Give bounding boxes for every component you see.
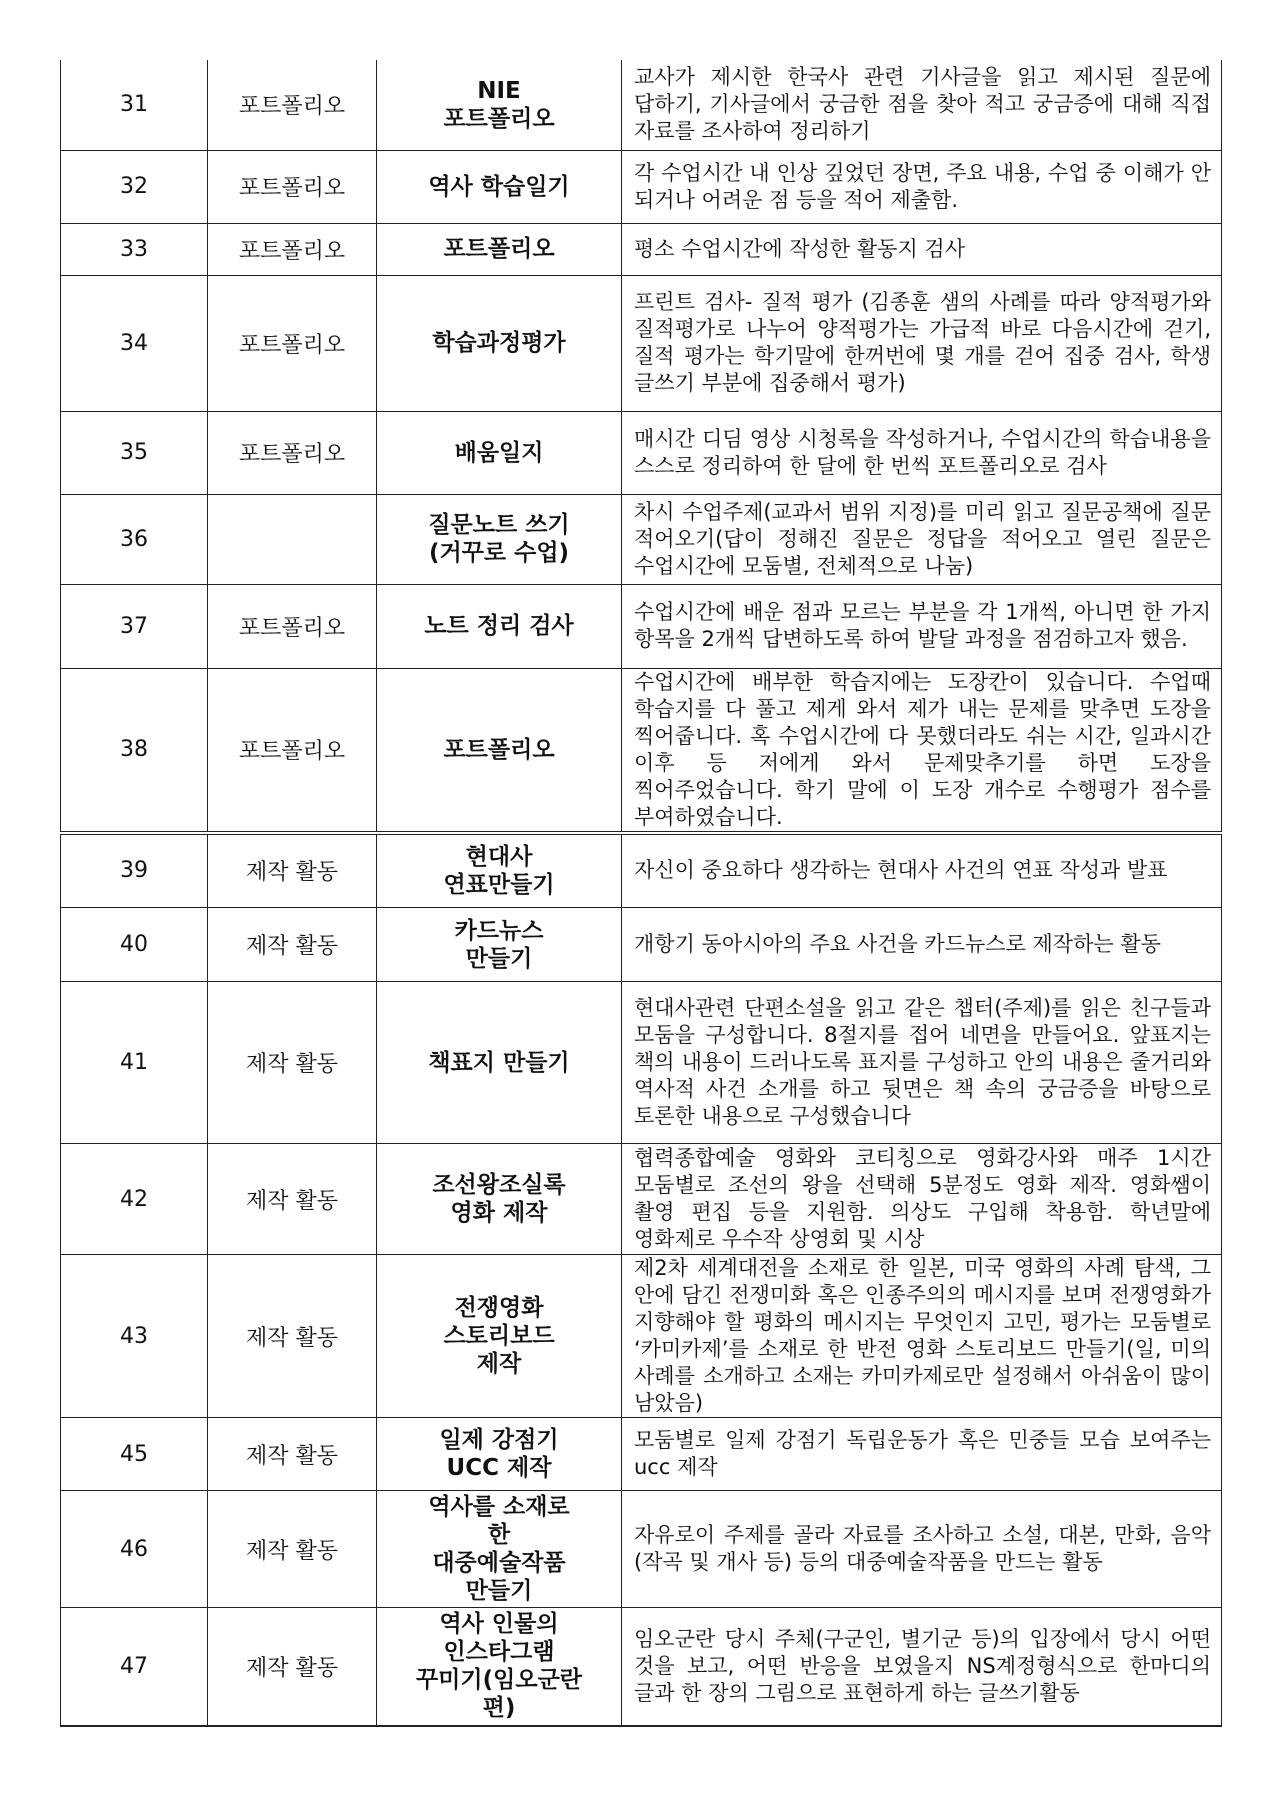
- row-description-cell: [622, 223, 1222, 275]
- row-title-cell: [377, 60, 622, 150]
- row-title: 역사 인물의 인스타그램 꾸미기(임오군란 편): [415, 1611, 583, 1722]
- row-number: 37: [120, 613, 148, 639]
- row-description: 제2차 세계대전을 소재로 한 일본, 미국 영화의 사례 탐색, 그 안에 담긴 전쟁미화 혹은 인종주의의 메시지를 보며 전쟁영화가 지향해야 할 평화의 메시지는 무엇인지 고민, 평가는 모둠별로 ‘카미카제’를 소재로 한 반전 영화 스토리보드 만들기(일, 미의 사례를 소개하고 소재는 카미카제로만 설정해서 아쉬움이 많이 남았음): [634, 1256, 1211, 1415]
- row-category-cell: [208, 982, 377, 1144]
- row-category: 제작 활동: [245, 934, 338, 959]
- table-row: [61, 494, 1222, 584]
- row-description: 차시 수업주제(교과서 범위 지정)를 미리 읽고 질문공책에 질문 적어오기(답이 정해진 질문은 정답을 적어오고 열린 질문은 수업시간에 모둠별, 전체적으로 나눔): [634, 499, 1211, 578]
- table-row: [61, 1255, 1222, 1418]
- table-row: [61, 1491, 1222, 1608]
- row-category-cell: [208, 584, 377, 668]
- row-number-cell: [61, 1608, 208, 1726]
- row-category: 포트폴리오: [238, 238, 346, 264]
- row-description: 모둠별로 일제 강점기 독립운동가 혹은 민중들 모습 보여주는 ucc 제작: [634, 1428, 1211, 1479]
- row-description: 수업시간에 배부한 학습지에는 도장칸이 있습니다. 수업때 학습지를 다 풀고 제게 와서 제가 내는 문제를 맞추면 도장을 찍어줍니다. 혹 수업시간에 다 못했더라도 쉬는 시간, 일과시간 이후 등 저에게 와서 문제맞추기를 하면 도장을 찍어주었습니다. 학기 말에 이 도장 개수로 수행평가 점수를 부여하였습니다.: [634, 669, 1211, 829]
- row-number-cell: [61, 584, 208, 668]
- row-description-cell: [622, 833, 1222, 908]
- row-category: 포트폴리오: [238, 739, 346, 764]
- row-category: 제작 활동: [245, 1325, 338, 1351]
- row-description-cell: [622, 60, 1222, 150]
- row-category: 포트폴리오: [238, 94, 346, 120]
- row-title: 역사를 소재로 한 대중예술작품 만들기: [428, 1494, 570, 1604]
- row-title: 일제 강점기 UCC 제작: [439, 1427, 559, 1481]
- row-number: 46: [120, 1536, 148, 1562]
- table-row: [61, 908, 1222, 982]
- row-category-cell: [208, 1418, 377, 1491]
- row-description-cell: [622, 494, 1222, 584]
- row-description: 자유로이 주제를 골라 자료를 조사하고 소설, 대본, 만화, 음악(작곡 및 개사 등) 등의 대중예술작품을 만드는 활동: [634, 1523, 1211, 1574]
- row-category-cell: [208, 223, 377, 275]
- row-number: 42: [120, 1186, 148, 1212]
- row-title-cell: [377, 833, 622, 908]
- row-number-cell: [61, 668, 208, 833]
- row-category: 포트폴리오: [238, 442, 346, 467]
- row-description: 매시간 디딤 영상 시청록을 작성하거나, 수업시간의 학습내용을 스스로 정리하여 한 달에 한 번씩 포트폴리오로 검사: [634, 426, 1211, 478]
- row-description: 현대사관련 단편소설을 읽고 같은 챕터(주제)를 읽은 친구들과 모둠을 구성합니다. 8절지를 접어 네면을 만들어요. 앞표지는 책의 내용이 드러나도록 표지를 구성하고 안의 내용은 줄거리와 역사적 사건 소개를 하고 뒷면은 책 속의 궁금증을 바탕으로 토론한 내용으로 구성했습니다: [634, 996, 1211, 1128]
- row-description: 자신이 중요하다 생각하는 현대사 사건의 연표 작성과 발표: [634, 858, 1168, 883]
- row-description-cell: [622, 1255, 1222, 1418]
- table-row: [61, 223, 1222, 275]
- row-title-cell: [377, 982, 622, 1144]
- table-row: [61, 982, 1222, 1144]
- row-title-cell: [377, 411, 622, 494]
- row-description: 협력종합예술 영화와 코티칭으로 영화강사와 매주 1시간 모둠별로 조선의 왕을 선택해 5분정도 영화 제작. 영화쌤이 촬영 편집 등을 지원함. 의상도 구입해 착용함. 학년말에 영화제로 우수작 상영회 및 시상: [634, 1146, 1211, 1251]
- row-title: 현대사 연표만들기: [443, 843, 555, 898]
- row-category-cell: [208, 494, 377, 584]
- table-row: [61, 1608, 1222, 1726]
- row-description: 수업시간에 배운 점과 모르는 부분을 각 1개씩, 아니면 한 가지 항목을 2개씩 답변하도록 하여 발달 과정을 점검하고자 했음.: [634, 600, 1211, 651]
- table-row: [61, 60, 1222, 150]
- row-description-cell: [622, 150, 1222, 223]
- row-category: 제작 활동: [245, 860, 338, 886]
- row-number-cell: [61, 833, 208, 908]
- row-number: 31: [120, 92, 148, 118]
- row-number: 40: [120, 932, 148, 957]
- row-description: 임오군란 당시 주체(구군인, 별기군 등)의 입장에서 당시 어떤 것을 보고, 어떤 반응을 보였을지 NS계정형식으로 한마디의 글과 한 장의 그림으로 표현하게 하는 글쓰기활동: [634, 1626, 1211, 1705]
- row-title-cell: [377, 584, 622, 668]
- row-category: 제작 활동: [245, 1052, 338, 1077]
- row-description-cell: [622, 1418, 1222, 1491]
- row-description-cell: [622, 908, 1222, 982]
- row-title: 학습과정평가: [432, 330, 566, 356]
- table-row: [61, 584, 1222, 668]
- row-number: 32: [120, 174, 148, 199]
- row-title: 전쟁영화 스토리보드 제작: [443, 1295, 555, 1377]
- row-title: 노트 정리 검사: [424, 613, 574, 639]
- row-category-cell: [208, 1255, 377, 1418]
- row-number-cell: [61, 1144, 208, 1255]
- row-description-cell: [622, 982, 1222, 1144]
- row-category-cell: [208, 908, 377, 982]
- row-category-cell: [208, 833, 377, 908]
- row-description-cell: [622, 1608, 1222, 1726]
- table-row: [61, 275, 1222, 411]
- activity-table: [60, 60, 1222, 1727]
- row-title-cell: [377, 1491, 622, 1608]
- row-number-cell: [61, 150, 208, 223]
- row-category-cell: [208, 411, 377, 494]
- row-title-cell: [377, 1144, 622, 1255]
- row-category-cell: [208, 1491, 377, 1608]
- row-title: 조선왕조실록 영화 제작: [432, 1172, 566, 1226]
- row-number-cell: [61, 982, 208, 1144]
- row-description-cell: [622, 668, 1222, 833]
- row-category-cell: [208, 668, 377, 833]
- row-number: 33: [120, 236, 148, 262]
- row-title: 책표지 만들기: [428, 1049, 570, 1076]
- table-row: [61, 668, 1222, 833]
- row-title: 카드뉴스 만들기: [454, 917, 544, 972]
- row-description-cell: [622, 1144, 1222, 1255]
- row-number-cell: [61, 223, 208, 275]
- row-number: 39: [120, 858, 148, 884]
- table-row: [61, 1144, 1222, 1255]
- row-description: 교사가 제시한 한국사 관련 기사글을 읽고 제시된 질문에 답하기, 기사글에서 궁금한 점을 찾아 적고 궁금증에 대해 직접 자료를 조사하여 정리하기: [634, 65, 1211, 144]
- row-number: 36: [120, 526, 148, 552]
- row-number: 34: [120, 330, 148, 356]
- row-description: 각 수업시간 내 인상 깊었던 장면, 주요 내용, 수업 중 이해가 안 되거나 어려운 점 등을 적어 제출함.: [634, 160, 1211, 212]
- row-title-cell: [377, 150, 622, 223]
- row-number: 35: [120, 440, 148, 465]
- row-number: 45: [120, 1441, 148, 1467]
- table-row: [61, 1418, 1222, 1491]
- row-title: 질문노트 쓰기 (거꾸로 수업): [428, 512, 570, 566]
- row-category: 포트폴리오: [238, 176, 346, 201]
- table-row: [61, 833, 1222, 908]
- row-title: 배움일지: [454, 439, 544, 466]
- row-category-cell: [208, 60, 377, 150]
- row-number-cell: [61, 908, 208, 982]
- table-row: [61, 411, 1222, 494]
- row-description-cell: [622, 1491, 1222, 1608]
- row-category: 제작 활동: [245, 1188, 338, 1214]
- row-number-cell: [61, 60, 208, 150]
- row-number-cell: [61, 1255, 208, 1418]
- row-number-cell: [61, 494, 208, 584]
- row-title-cell: [377, 908, 622, 982]
- row-title-cell: [377, 223, 622, 275]
- row-title-cell: [377, 1255, 622, 1418]
- row-number: 47: [120, 1653, 148, 1679]
- row-description-cell: [622, 275, 1222, 411]
- row-title-cell: [377, 275, 622, 411]
- row-description: 개항기 동아시아의 주요 사건을 카드뉴스로 제작하는 활동: [634, 932, 1161, 956]
- row-title-cell: [377, 1608, 622, 1726]
- row-number: 41: [120, 1050, 148, 1075]
- row-title-cell: [377, 1418, 622, 1491]
- row-category-cell: [208, 1608, 377, 1726]
- row-title: 역사 학습일기: [428, 173, 570, 200]
- row-category: 포트폴리오: [238, 615, 346, 641]
- row-category: 포트폴리오: [238, 332, 346, 358]
- row-number-cell: [61, 1418, 208, 1491]
- row-number-cell: [61, 1491, 208, 1608]
- row-description-cell: [622, 584, 1222, 668]
- row-number-cell: [61, 411, 208, 494]
- row-category-cell: [208, 1144, 377, 1255]
- row-description: 평소 수업시간에 작성한 활동지 검사: [634, 236, 965, 261]
- row-title: NIE 포트폴리오: [443, 77, 555, 132]
- row-category: 제작 활동: [245, 1443, 338, 1469]
- row-category: 제작 활동: [245, 1655, 338, 1681]
- row-title-cell: [377, 494, 622, 584]
- row-description-cell: [622, 411, 1222, 494]
- table-row: [61, 150, 1222, 223]
- row-title: 포트폴리오: [443, 736, 555, 763]
- row-title: 포트폴리오: [443, 236, 555, 262]
- row-description: 프린트 검사- 질적 평가 (김종훈 샘의 사례를 따라 양적평가와 질적평가로 나누어 양적평가는 가급적 바로 다음시간에 걷기, 질적 평가는 학기말에 한꺼번에 몇 개를 걷어 집중 검사, 학생 글쓰기 부분에 집중해서 평가): [634, 290, 1212, 395]
- row-category-cell: [208, 275, 377, 411]
- row-category-cell: [208, 150, 377, 223]
- row-number-cell: [61, 275, 208, 411]
- row-category: 제작 활동: [245, 1538, 338, 1564]
- row-number: 38: [120, 737, 148, 762]
- row-number: 43: [120, 1323, 148, 1349]
- row-title-cell: [377, 668, 622, 833]
